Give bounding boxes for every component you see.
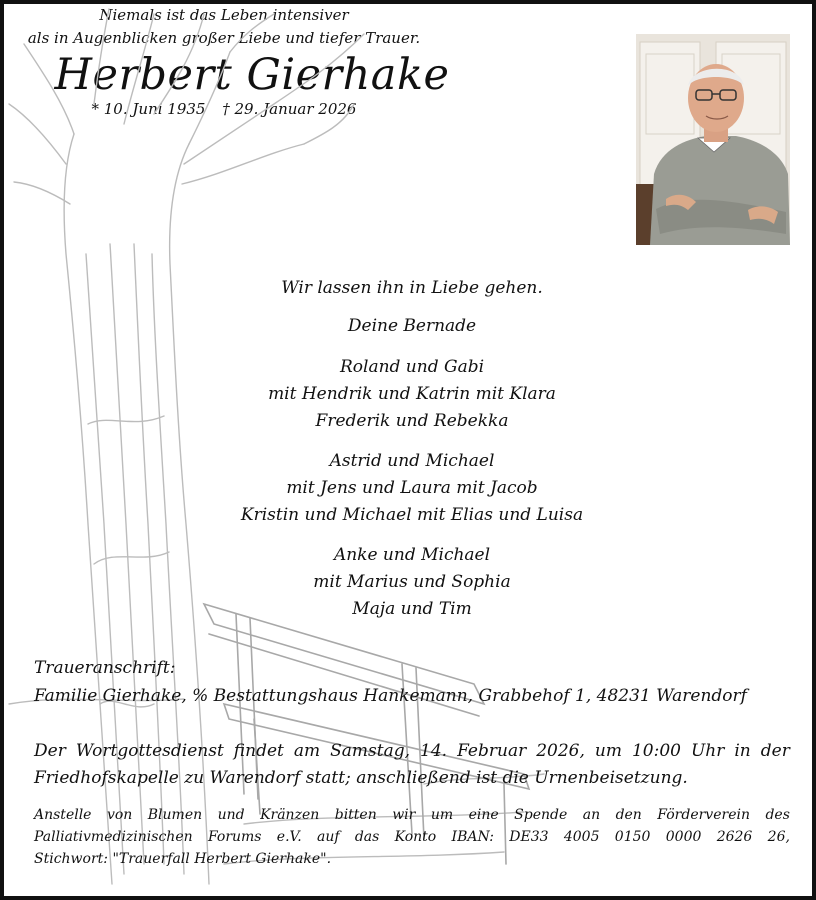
word: um xyxy=(594,741,622,761)
spouse-signature: Deine Bernade xyxy=(347,316,477,336)
family-line: mit Jens und Laura mit Jacob xyxy=(286,478,538,498)
birth-date: * 10. Juni 1935 xyxy=(91,100,206,118)
service-line: Friedhofskapelle zu Warendorf statt; anschließend ist die Urnenbeisetzung. xyxy=(34,768,688,788)
family-line: Frederik und Rebekka xyxy=(315,411,509,431)
word: eine xyxy=(468,807,499,823)
donation-line: Stichwort: "Trauerfall Herbert Gierhake". xyxy=(34,851,332,867)
family-group xyxy=(164,448,660,529)
word: 10:00 xyxy=(631,741,681,761)
word: an xyxy=(582,807,601,823)
word: Uhr xyxy=(690,741,725,761)
word: 0150 xyxy=(614,829,651,845)
word: am xyxy=(293,741,321,761)
word: Anstelle xyxy=(34,807,92,823)
word: wir xyxy=(392,807,416,823)
word: findet xyxy=(233,741,284,761)
address-text: Familie Gierhake, % Bestattungshaus Hankemann, Grabbehof 1, 48231 Warendorf xyxy=(34,686,747,706)
service-line xyxy=(34,738,790,765)
family-line: Astrid und Michael xyxy=(329,451,495,471)
service-notice xyxy=(34,738,790,792)
word: 0000 xyxy=(665,829,702,845)
word: Konto xyxy=(394,829,437,845)
donation-line xyxy=(34,804,790,826)
death-date: † 29. Januar 2026 xyxy=(222,100,357,118)
word: Förderverein xyxy=(657,807,750,823)
word: IBAN: xyxy=(451,829,494,845)
family-line: Maja und Tim xyxy=(352,599,472,619)
deceased-name: Herbert Gierhake xyxy=(54,50,450,100)
family-line: mit Hendrik und Katrin mit Klara xyxy=(268,384,556,404)
word: der xyxy=(760,741,790,761)
tree-branch-left xyxy=(24,44,74,134)
family-line: Kristin und Michael mit Elias und Luisa xyxy=(240,505,584,525)
family-group xyxy=(164,354,660,435)
word: auf xyxy=(316,829,340,845)
motto-line: Niemals ist das Leben intensiver xyxy=(99,6,349,24)
family-group xyxy=(164,542,660,623)
family-line: Roland und Gabi xyxy=(339,357,485,377)
word: 14. xyxy=(420,741,448,761)
donation-notice xyxy=(34,804,790,870)
family-line: mit Marius und Sophia xyxy=(313,572,511,592)
word: bitten xyxy=(334,807,377,823)
motto-line: als in Augenblicken großer Liebe und tiefer Trauer. xyxy=(27,29,421,47)
farewell-line: Wir lassen ihn in Liebe gehen. xyxy=(281,278,543,298)
word: Kränzen xyxy=(260,807,320,823)
word: den xyxy=(615,807,642,823)
family-line: Anke und Michael xyxy=(333,545,491,565)
word: e.V. xyxy=(276,829,302,845)
address-label: Traueranschrift: xyxy=(34,658,176,678)
word: Februar xyxy=(457,741,527,761)
word: das xyxy=(354,829,380,845)
condolence-address xyxy=(34,654,794,710)
word: und xyxy=(217,807,245,823)
portrait-photo xyxy=(636,34,790,245)
word: DE33 xyxy=(509,829,549,845)
word: 26, xyxy=(767,829,790,845)
word: 4005 xyxy=(563,829,600,845)
word: Palliativmedizinischen xyxy=(34,829,193,845)
word: Wortgottesdienst xyxy=(75,741,224,761)
donation-line xyxy=(34,826,790,848)
word: des xyxy=(765,807,790,823)
word: 2026, xyxy=(536,741,585,761)
word: um xyxy=(430,807,454,823)
word: in xyxy=(734,741,751,761)
word: Samstag, xyxy=(330,741,411,761)
word: 2626 xyxy=(716,829,753,845)
word: Spende xyxy=(514,807,568,823)
word: Forums xyxy=(207,829,262,845)
word: Blumen xyxy=(147,807,203,823)
tree-branch-right xyxy=(189,52,230,144)
word: Der xyxy=(34,741,66,761)
word: von xyxy=(106,807,133,823)
